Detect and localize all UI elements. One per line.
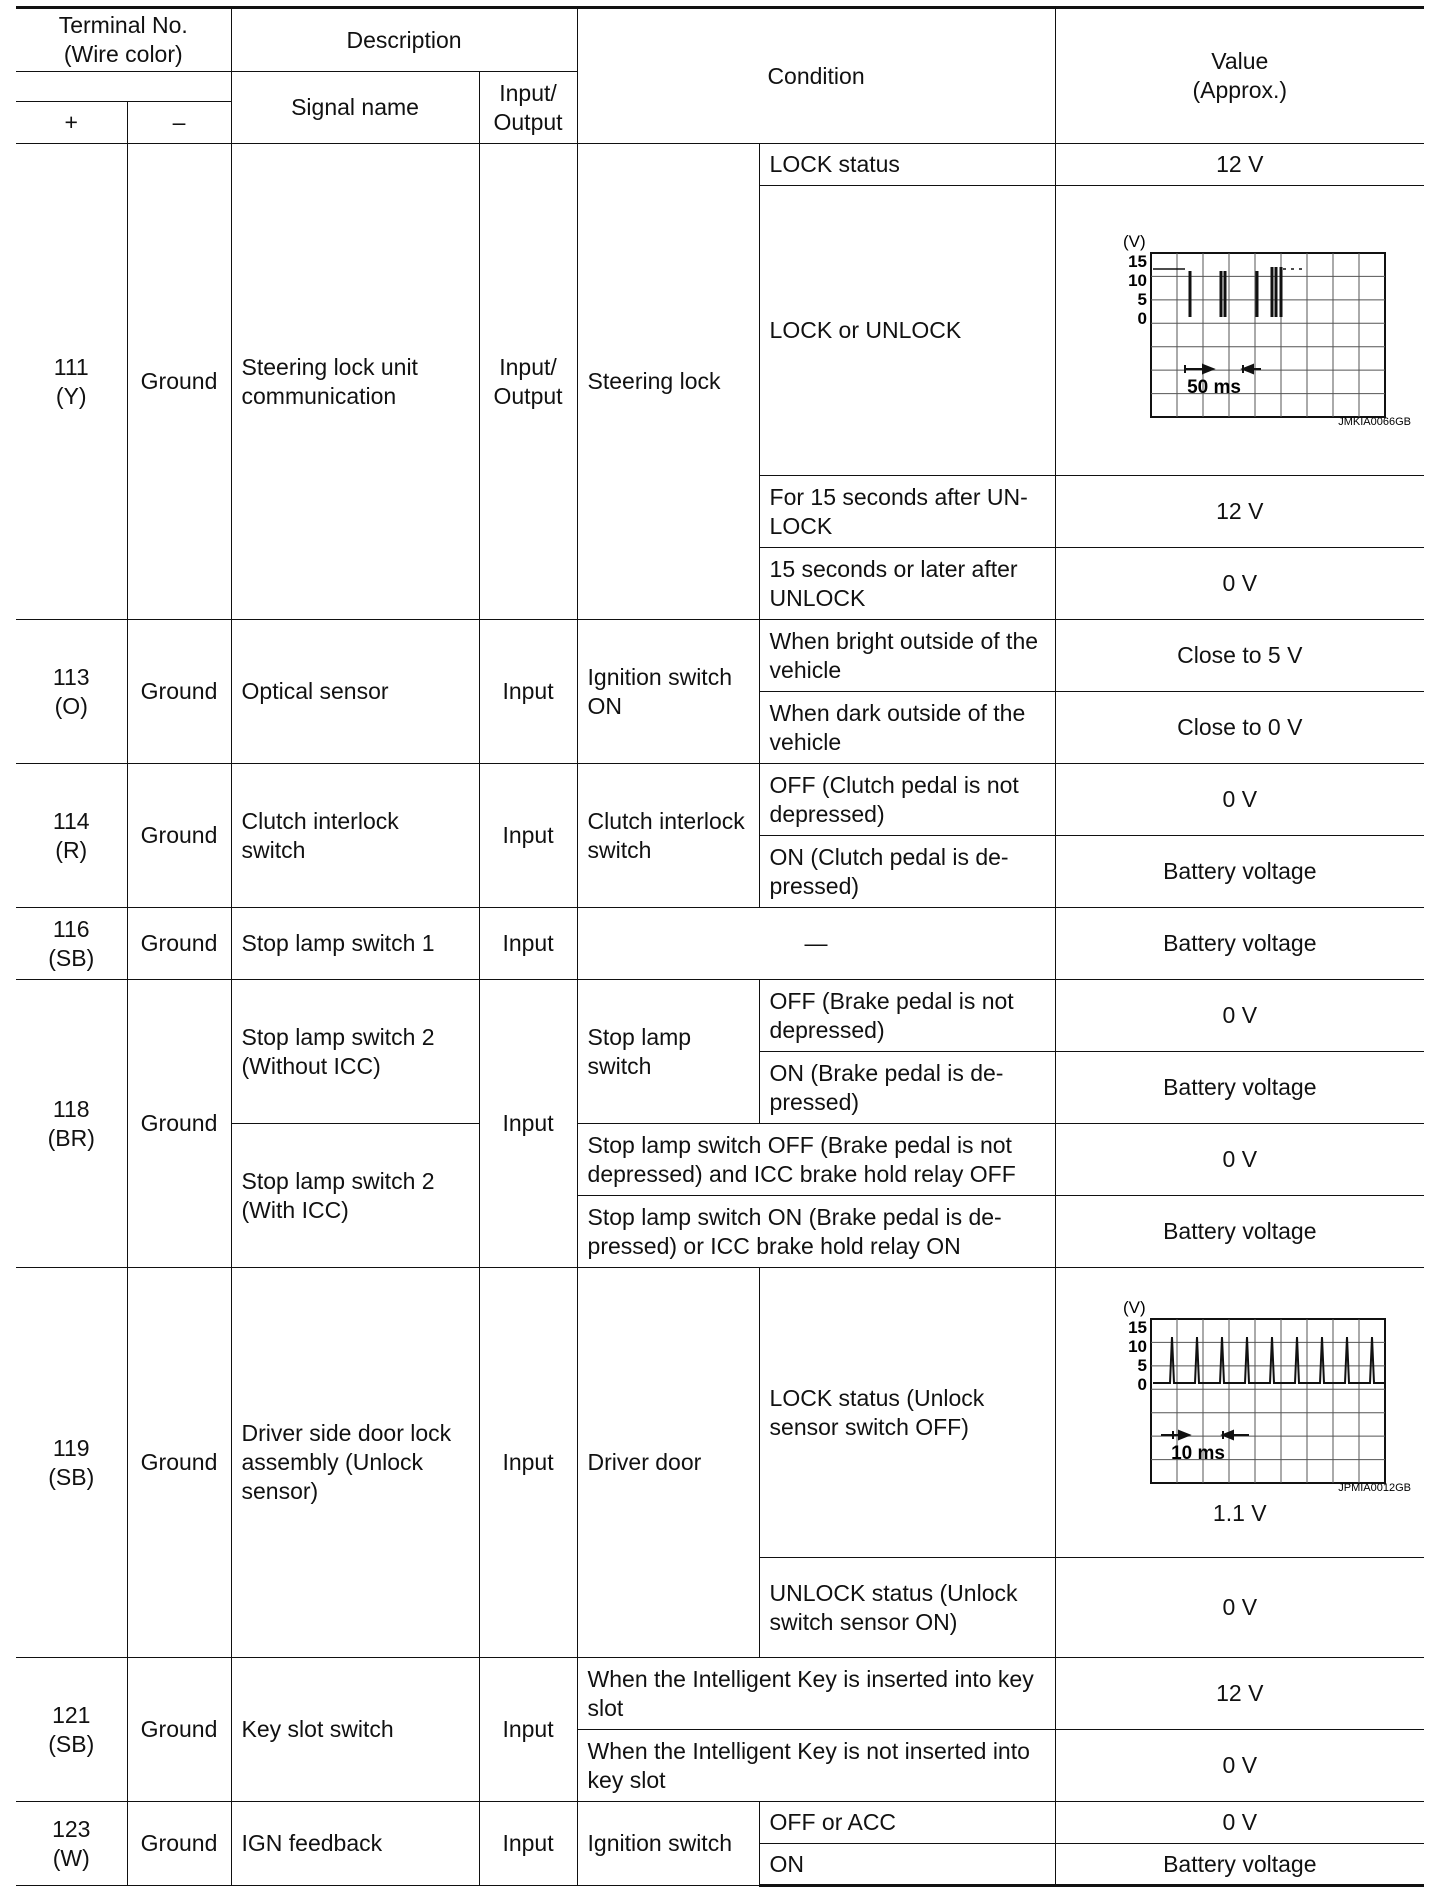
value-118-1: Battery voltage (1055, 1052, 1424, 1124)
waveform-111-figure-code: JMKIA0066GB (1338, 415, 1411, 428)
waveform-111-unit: (V) (1122, 231, 1146, 251)
waveform-111-time-marker (1185, 365, 1261, 373)
io-118: Input (479, 980, 577, 1268)
waveform-119-time-label: 10 ms (1170, 1443, 1225, 1464)
subcondition-119-0: LOCK status (Unlock sensor switch OFF) (759, 1268, 1055, 1558)
header-minus: – (127, 102, 231, 144)
subcondition-111-2: For 15 seconds after UN-LOCK (759, 476, 1055, 548)
wire-color: (O) (54, 692, 88, 719)
waveform-111-yticks (1128, 252, 1147, 328)
value-114-0: 0 V (1055, 764, 1424, 836)
terminal-number: 116 (52, 915, 90, 942)
header-row-1 (16, 8, 1424, 72)
header-condition: Condition (577, 8, 1055, 144)
waveform-119-time-marker (1161, 1431, 1249, 1439)
terminal-number: 119 (52, 1434, 90, 1461)
ground-113: Ground (127, 620, 231, 764)
table-row-118 (16, 980, 1424, 1052)
subcondition-113-0: When bright outside of the vehicle (759, 620, 1055, 692)
table-row-111 (16, 144, 1424, 186)
signal-114: Clutch interlock switch (231, 764, 479, 908)
subcondition-114-1: ON (Clutch pedal is de-pressed) (759, 836, 1055, 908)
subcondition-121-1: When the Intelligent Key is not inserted into key slot (577, 1730, 1055, 1802)
header-description: Description (231, 8, 577, 72)
waveform-119-yticks (1128, 1318, 1147, 1394)
terminal-113 (16, 620, 127, 764)
terminal-number: 113 (52, 663, 90, 690)
condition-111: Steering lock (577, 144, 759, 620)
wire-color: (SB) (48, 1730, 95, 1757)
terminal-114 (16, 764, 127, 908)
header-terminal-spacer (16, 72, 231, 102)
value-121-1: 0 V (1055, 1730, 1424, 1802)
signal-113: Optical sensor (231, 620, 479, 764)
subcondition-123-1: ON (759, 1844, 1055, 1886)
value-111-2: 12 V (1055, 476, 1424, 548)
table-row-119 (16, 1268, 1424, 1558)
io-116: Input (479, 908, 577, 980)
subcondition-113-1: When dark outside of the vehicle (759, 692, 1055, 764)
condition-113: Ignition switch ON (577, 620, 759, 764)
terminal-111 (16, 144, 127, 620)
value-118-3: Battery voltage (1055, 1196, 1424, 1268)
io-123: Input (479, 1802, 577, 1886)
signal-118-without-icc: Stop lamp switch 2 (Without ICC) (231, 980, 479, 1124)
header-value (1055, 8, 1424, 144)
table-row-121 (16, 1658, 1424, 1730)
subcondition-111-3: 15 seconds or later after UNLOCK (759, 548, 1055, 620)
signal-111: Steering lock unit communication (231, 144, 479, 620)
header-wire-color-label: (Wire color) (63, 41, 183, 67)
signal-116: Stop lamp switch 1 (231, 908, 479, 980)
ground-116: Ground (127, 908, 231, 980)
waveform-119-ytick-5: 5 (1137, 1356, 1147, 1375)
value-116: Battery voltage (1055, 908, 1424, 980)
value-123-1: Battery voltage (1055, 1844, 1424, 1886)
subcondition-111-1: LOCK or UNLOCK (759, 186, 1055, 476)
wire-color: (Y) (55, 382, 87, 409)
ground-111: Ground (127, 144, 231, 620)
table-row-114 (16, 764, 1424, 836)
header-signal-name: Signal name (231, 72, 479, 144)
table-row-113 (16, 620, 1424, 692)
terminal-118 (16, 980, 127, 1268)
waveform-111-chart (1065, 231, 1415, 431)
ground-123: Ground (127, 1802, 231, 1886)
waveform-119-figure-code: JPMIA0012GB (1338, 1482, 1411, 1494)
wire-color: (R) (55, 836, 88, 863)
waveform-119-ytick-0: 0 (1137, 1375, 1147, 1394)
io-121: Input (479, 1658, 577, 1802)
terminal-116 (16, 908, 127, 980)
value-119-waveform (1055, 1268, 1424, 1558)
terminal-number: 121 (52, 1701, 91, 1728)
wire-color: (SB) (48, 944, 95, 971)
waveform-119-ytick-15: 15 (1127, 1318, 1147, 1337)
terminal-121 (16, 1658, 127, 1802)
signal-123: IGN feedback (231, 1802, 479, 1886)
terminal-number: 123 (52, 1815, 91, 1842)
waveform-111-ytick-15: 15 (1127, 251, 1147, 271)
value-114-1: Battery voltage (1055, 836, 1424, 908)
signal-121: Key slot switch (231, 1658, 479, 1802)
subcondition-119-1: UNLOCK status (Unlock switch sensor ON) (759, 1558, 1055, 1658)
value-111-waveform (1055, 186, 1424, 476)
terminal-119 (16, 1268, 127, 1658)
value-113-0: Close to 5 V (1055, 620, 1424, 692)
value-111-3: 0 V (1055, 548, 1424, 620)
subcondition-118-0: OFF (Brake pedal is not depressed) (759, 980, 1055, 1052)
terminal-number: 118 (52, 1095, 90, 1122)
ground-118: Ground (127, 980, 231, 1268)
subcondition-118-1: ON (Brake pedal is de-pressed) (759, 1052, 1055, 1124)
value-119-1: 0 V (1055, 1558, 1424, 1658)
condition-123: Ignition switch (577, 1802, 759, 1886)
header-value-label: Value (1211, 48, 1269, 74)
waveform-111-ytick-10: 10 (1127, 270, 1147, 290)
io-114: Input (479, 764, 577, 908)
subcondition-114-0: OFF (Clutch pedal is not depressed) (759, 764, 1055, 836)
waveform-119-chart (1065, 1297, 1415, 1497)
subcondition-118-2: Stop lamp switch OFF (Brake pedal is not depressed) and ICC brake hold relay OFF (577, 1124, 1055, 1196)
subcondition-118-3: Stop lamp switch ON (Brake pedal is de-pressed) or ICC brake hold relay ON (577, 1196, 1055, 1268)
waveform-111-time-label: 50 ms (1186, 376, 1241, 398)
ground-114: Ground (127, 764, 231, 908)
wire-color: (W) (52, 1844, 90, 1871)
condition-118: Stop lamp switch (577, 980, 759, 1124)
wire-color: (SB) (48, 1463, 95, 1490)
terminal-table (16, 6, 1424, 1887)
table-row-116 (16, 908, 1424, 980)
header-terminal-no (16, 8, 231, 72)
signal-119: Driver side door lock assembly (Unlock sensor) (231, 1268, 479, 1658)
value-119-0: 1.1 V (1212, 1500, 1267, 1526)
io-111: Input/ Output (479, 144, 577, 620)
subcondition-111-0: LOCK status (759, 144, 1055, 186)
terminal-123 (16, 1802, 127, 1886)
condition-114: Clutch interlock switch (577, 764, 759, 908)
waveform-111-ytick-0: 0 (1137, 308, 1147, 328)
io-119: Input (479, 1268, 577, 1658)
header-terminal-no-label: Terminal No. (58, 12, 188, 38)
value-113-1: Close to 0 V (1055, 692, 1424, 764)
header-input-output: Input/ Output (479, 72, 577, 144)
waveform-119-unit: (V) (1122, 1298, 1146, 1317)
wire-color: (BR) (47, 1124, 95, 1151)
terminal-number: 111 (53, 353, 89, 380)
value-111-0: 12 V (1055, 144, 1424, 186)
terminal-number: 114 (52, 807, 90, 834)
ground-121: Ground (127, 1658, 231, 1802)
io-113: Input (479, 620, 577, 764)
value-123-0: 0 V (1055, 1802, 1424, 1844)
subcondition-121-0: When the Intelligent Key is inserted into key slot (577, 1658, 1055, 1730)
signal-118-with-icc: Stop lamp switch 2 (With ICC) (231, 1124, 479, 1268)
waveform-119-trace (1153, 1337, 1385, 1383)
waveform-119-ytick-10: 10 (1127, 1337, 1147, 1356)
value-118-0: 0 V (1055, 980, 1424, 1052)
waveform-111-ytick-5: 5 (1137, 289, 1147, 309)
condition-119: Driver door (577, 1268, 759, 1658)
value-118-2: 0 V (1055, 1124, 1424, 1196)
subcondition-123-0: OFF or ACC (759, 1802, 1055, 1844)
table-row-123 (16, 1802, 1424, 1844)
header-plus: + (16, 102, 127, 144)
value-121-0: 12 V (1055, 1658, 1424, 1730)
ground-119: Ground (127, 1268, 231, 1658)
header-approx-label: (Approx.) (1192, 77, 1288, 103)
condition-116: — (577, 908, 1055, 980)
